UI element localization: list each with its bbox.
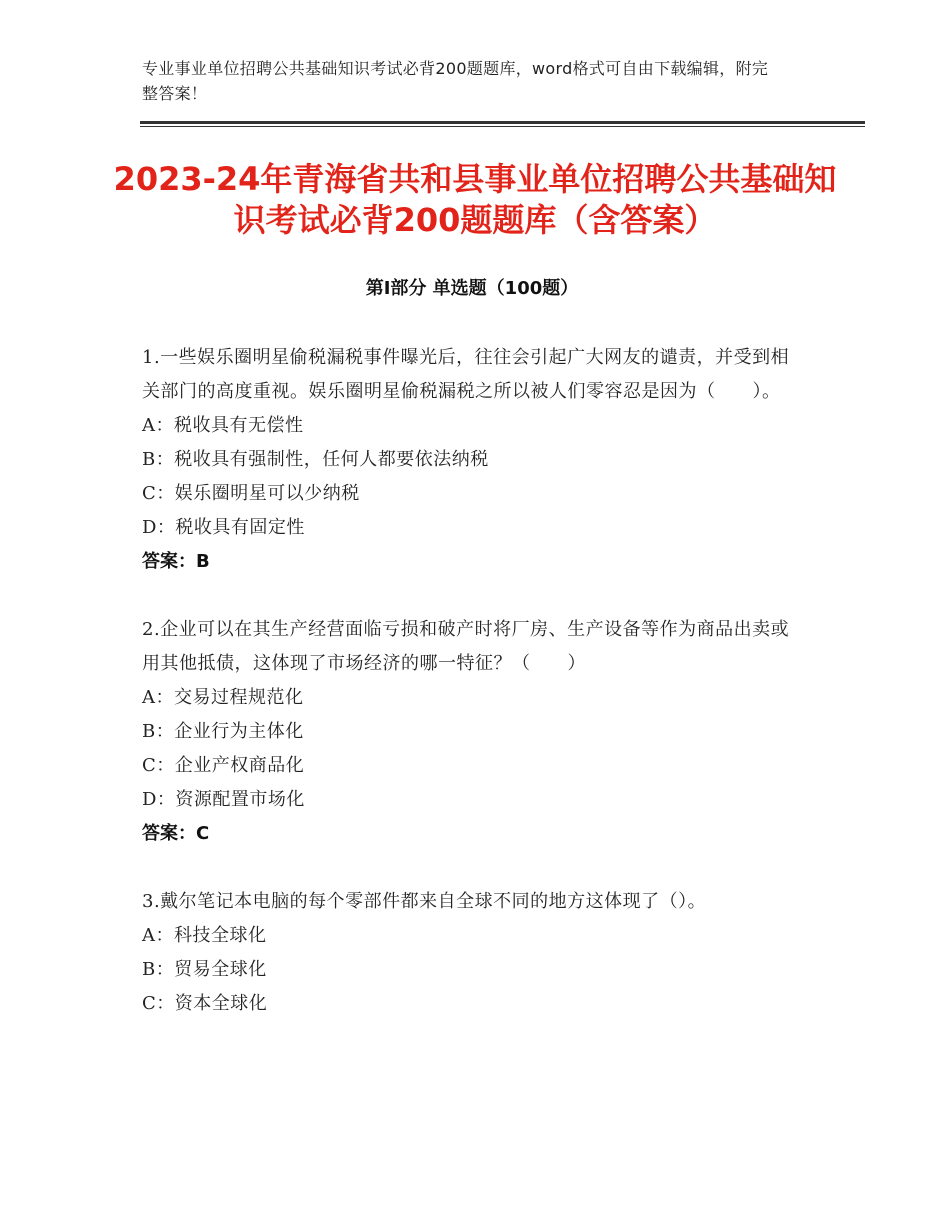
- option-a: A：税收具有无偿性: [142, 415, 304, 436]
- option-b: B：税收具有强制性，任何人都要依法纳税: [142, 449, 489, 470]
- option-d: D：税收具有固定性: [142, 517, 305, 538]
- document-title: 2023-24年青海省共和县事业单位招聘公共基础知识考试必背200题题库（含答案）: [113, 160, 837, 239]
- option-b: B：贸易全球化: [142, 959, 267, 980]
- option-d: D：资源配置市场化: [142, 789, 305, 810]
- header-divider-thick: [140, 121, 865, 124]
- answer: 答案：B: [142, 551, 210, 572]
- answer: 答案：C: [142, 823, 210, 844]
- option-c: C：资本全球化: [142, 993, 268, 1014]
- option-c: C：娱乐圈明星可以少纳税: [142, 483, 360, 504]
- question-stem: 1.一些娱乐圈明星偷税漏税事件曝光后，往往会引起广大网友的谴责，并受到相关部门的高度重视。娱乐圈明星偷税漏税之所以被人们零容忍是因为（ ）。: [142, 347, 790, 402]
- option-a: A：交易过程规范化: [142, 687, 304, 708]
- header-note: 专业事业单位招聘公共基础知识考试必背200题题库，word格式可自由下载编辑，附完整答案！: [142, 59, 769, 103]
- question-stem: 3.戴尔笔记本电脑的每个零部件都来自全球不同的地方这体现了（）。: [142, 891, 707, 912]
- section-title: 第Ⅰ部分 单选题（100题）: [365, 278, 579, 299]
- question-list: [142, 341, 802, 1055]
- option-b: B：企业行为主体化: [142, 721, 304, 742]
- question-1: [142, 341, 802, 579]
- option-a: A：科技全球化: [142, 925, 267, 946]
- question-stem: 2.企业可以在其生产经营面临亏损和破产时将厂房、生产设备等作为商品出卖或用其他抵债，这体现了市场经济的哪一特征？（ ）: [142, 619, 790, 674]
- option-c: C：企业产权商品化: [142, 755, 305, 776]
- question-2: [142, 613, 802, 851]
- header-divider-thin: [140, 126, 865, 127]
- question-3: [142, 885, 802, 1021]
